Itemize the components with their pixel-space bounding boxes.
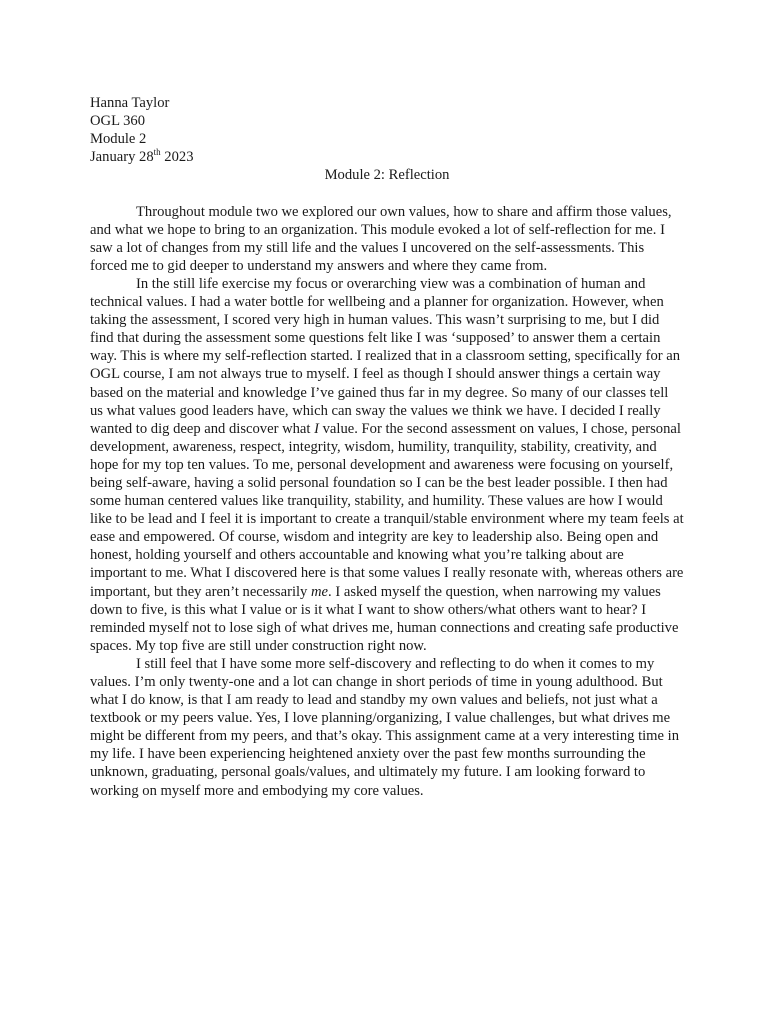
date-month-day: January 28 <box>90 149 154 166</box>
paragraph-2-part-b: value. For the second assessment on values, I chose, personal development, awareness, respect, integrity, wisdom, humility, tranquility, stability, creativity, and hope for my top ten values. To me, personal development and awareness were focusing on yourself, being self-aware, having a solid personal foundation so I can be the best leader possible. I then had some human centered values like tranquility, stability, and humility. These values are how I would like to be lead and I feel it is important to create a tranquil/stable environment where my team feels at ease and empowered. Of course, wisdom and integrity are key to leadership also. Being open and honest, holding yourself and others accountable and knowing what you’re talking about are important to me. What I discovered here is that some values I really resonate with, whereas others are important, but they aren’t necessarily <box>90 420 684 600</box>
date-year: 2023 <box>160 149 194 166</box>
paragraph-2-part-c: . I asked myself the question, when narrowing my values down to five, is this what I value or is it what I want to show others/what others want to hear? I reminded myself not to lose sigh of what drives me, human connections and creating safe productive spaces. My top five are still under construction right now. <box>90 583 679 654</box>
author-name: Hanna Taylor <box>90 95 170 111</box>
document-page <box>90 94 684 800</box>
paragraph-2-part-a: In the still life exercise my focus or overarching view was a combination of human and technical values. I had a water bottle for wellbeing and a planner for organization. However, when taking the assessment, I scored very high in human values. This wasn’t surprising to me, but I did find that during the assessment some questions felt like I was ‘supposed’ to answer them a certain way. This is where my self-reflection started. I realized that in a classroom setting, specifically for an OGL course, I am not always true to myself. I feel as though I should answer things a certain way based on the material and knowledge I’ve gained thus far in my degree. So many of our classes tell us what values good leaders have, which can sway the values we think we have. I decided I really wanted to dig deep and discover what <box>90 275 681 437</box>
date-ordinal: th <box>153 147 161 158</box>
paragraph-2-emphasis-i: I <box>314 420 319 437</box>
course-code: OGL 360 <box>90 113 145 130</box>
document-date <box>90 148 684 166</box>
paragraph-3: I still feel that I have some more self-discovery and reflecting to do when it comes to my values. I’m only twenty-one and a lot can change in short periods of time in young adulthood. But what I do know, is that I am ready to lead and standby my own values and beliefs, not just what a textbook or my peers value. Yes, I love planning/organizing, I value challenges, but what drives me might be different from my peers, and that’s okay. This assignment came at a very interesting time in my life. I have been experiencing heightened anxiety over the past few months surrounding the unknown, graduating, personal goals/values, and ultimately my future. I am looking forward to working on myself more and embodying my core values. <box>90 655 680 799</box>
paragraph-2-emphasis-me: me <box>311 583 329 600</box>
document-title: Module 2: Reflection <box>324 167 450 184</box>
module-label: Module 2 <box>90 131 147 148</box>
paragraph-1: Throughout module two we explored our own values, how to share and affirm those values, and what we hope to bring to an organization. This module evoked a lot of self-reflection for me. I saw a lot of changes from my still life and the values I uncovered on the self-assessments. This forced me to gid deeper to understand my answers and where they came from. <box>90 203 672 274</box>
paragraph-2 <box>90 275 684 655</box>
